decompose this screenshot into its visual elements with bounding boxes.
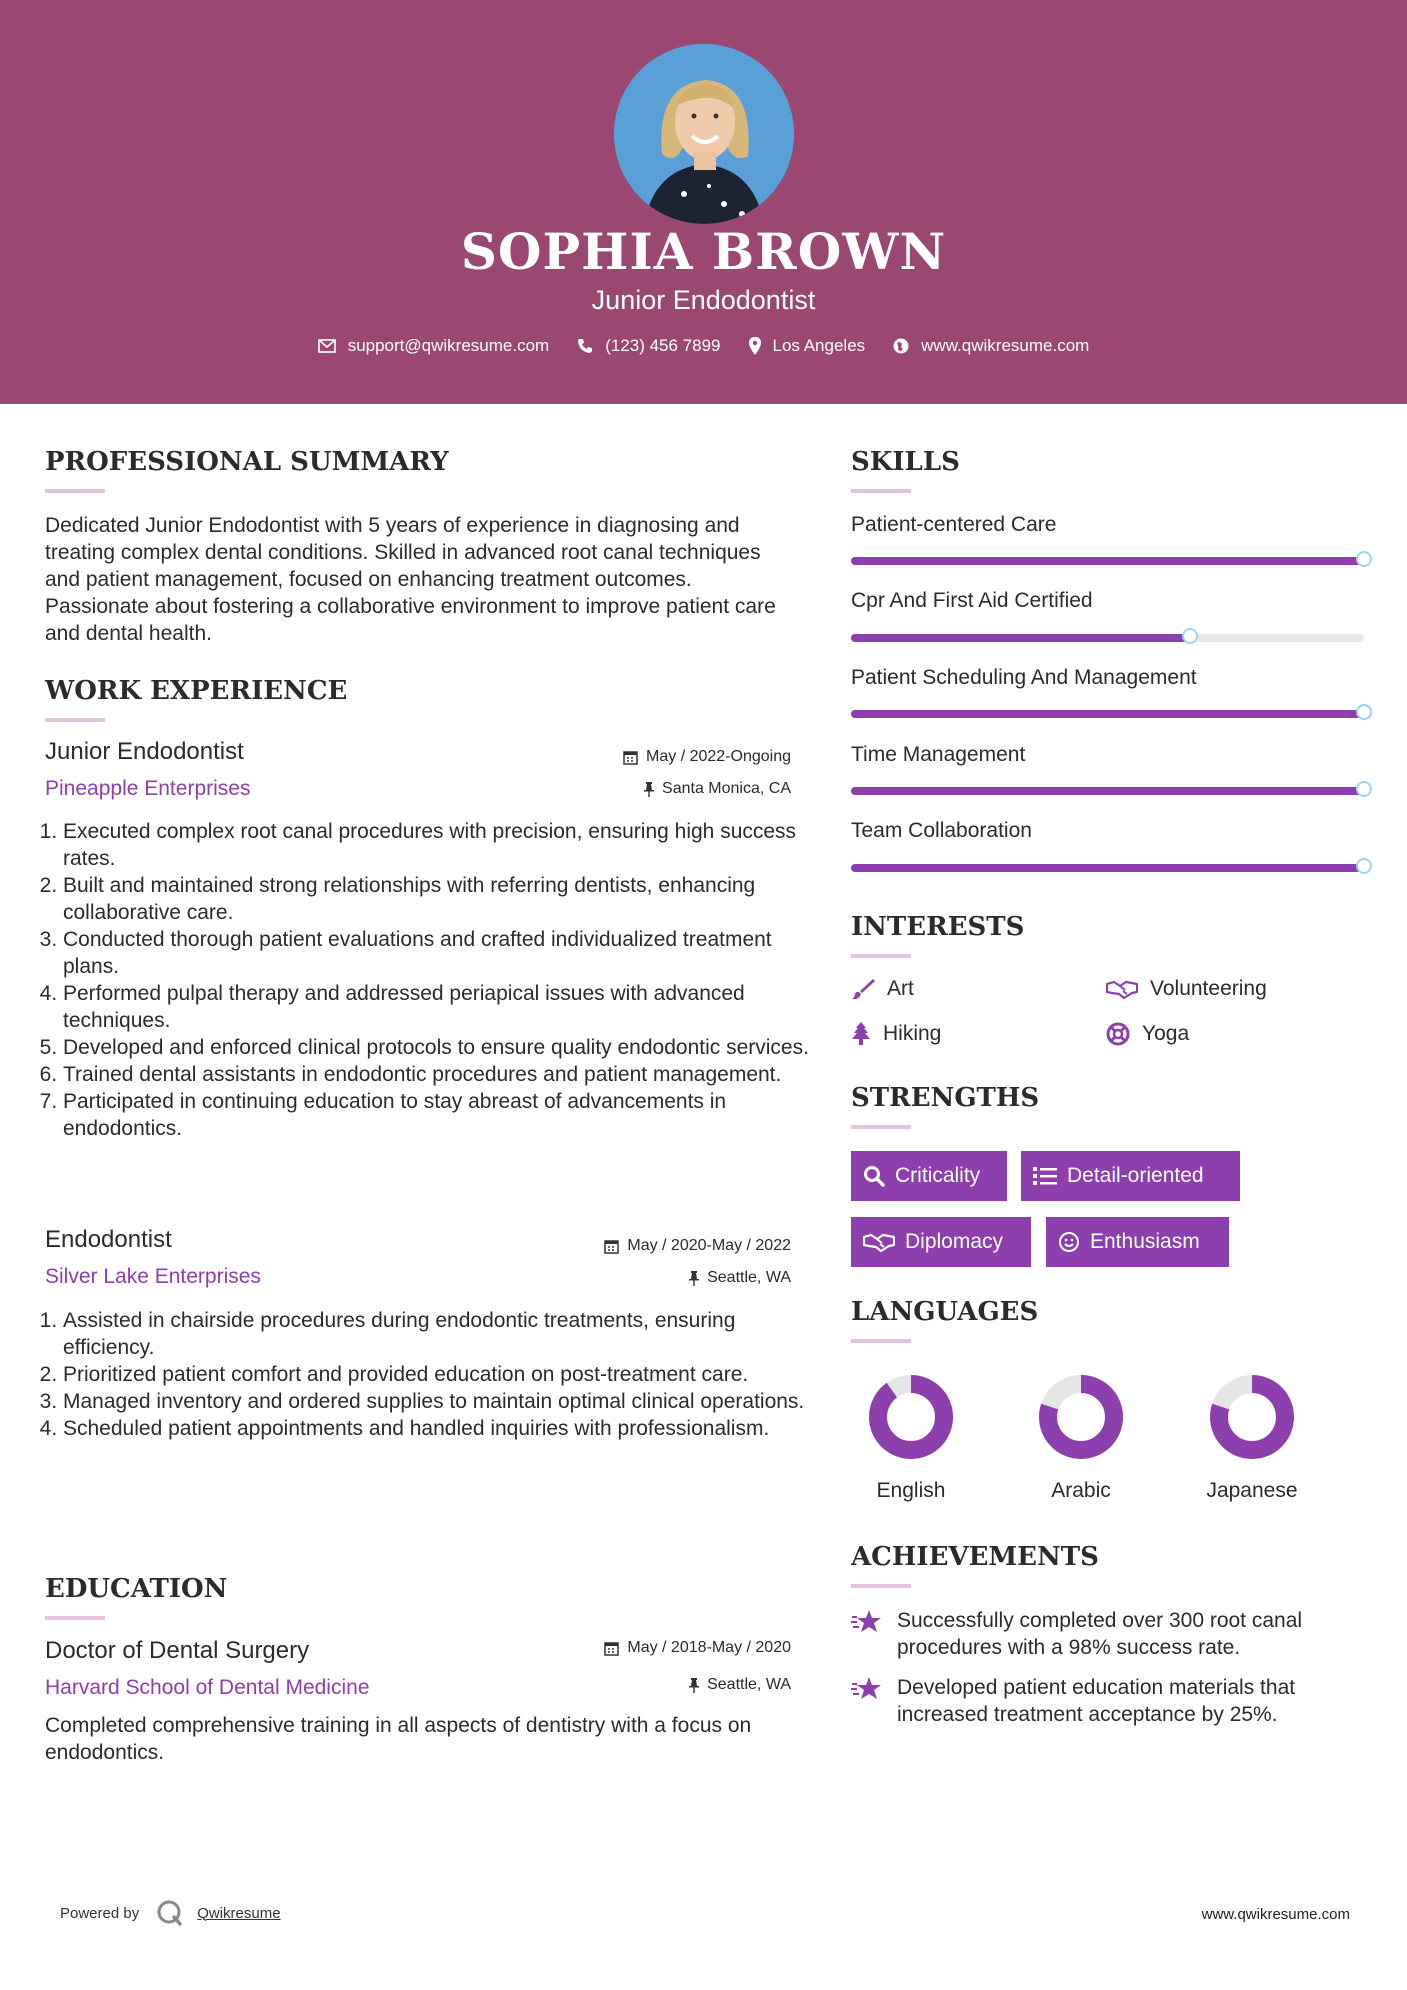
list-item: 2. Prioritized patient comfort and provided education on post-treatment care. (63, 1361, 823, 1388)
skill-bar (851, 787, 1364, 795)
skill-bar-fill (851, 634, 1190, 642)
skill-label: Cpr And First Aid Certified (851, 589, 1093, 612)
language-item (836, 1372, 986, 1503)
strength-label: Enthusiasm (1090, 1230, 1200, 1253)
interest-label: Volunteering (1150, 977, 1267, 1000)
powered-by-label: Powered by (60, 1904, 140, 1922)
degree-title: Doctor of Dental Surgery (45, 1637, 310, 1664)
education-heading: EDUCATION (45, 1574, 228, 1604)
company-name: Silver Lake Enterprises (45, 1265, 261, 1288)
list-item: 1. Executed complex root canal procedures with precision, ensuring high success rates. (63, 818, 823, 872)
calendar-icon (604, 1641, 619, 1656)
pushpin-icon (689, 1678, 699, 1693)
interest-item (1106, 1020, 1189, 1047)
envelope-icon (318, 339, 336, 353)
interest-label: Hiking (883, 1022, 942, 1045)
achievement-item (851, 1607, 1371, 1661)
section-underline (851, 1584, 911, 1588)
job-location (500, 778, 791, 800)
job-dates (500, 746, 791, 768)
interest-item (851, 1020, 941, 1047)
skill-bar-knob (1356, 858, 1372, 874)
list-item: 2. Built and maintained strong relationships with referring dentists, enhancing collaborative care. (63, 872, 823, 926)
interest-label: Art (887, 977, 914, 1000)
strength-tag (1021, 1151, 1240, 1201)
achievements-heading: ACHIEVEMENTS (851, 1542, 1099, 1572)
education-location-text: Seattle, WA (707, 1676, 791, 1693)
skill-label: Team Collaboration (851, 819, 1032, 842)
achievement-item (851, 1674, 1371, 1728)
contact-phone-text: (123) 456 7899 (605, 336, 721, 355)
interest-item (1106, 975, 1267, 1002)
calendar-icon (604, 1239, 619, 1254)
language-donut (1036, 1372, 1126, 1462)
skill-bar (851, 864, 1364, 872)
contact-website-text: www.qwikresume.com (921, 336, 1090, 355)
section-underline (45, 718, 105, 722)
languages-heading: LANGUAGES (851, 1297, 1039, 1327)
list-icon (1033, 1166, 1057, 1186)
calendar-icon (623, 750, 638, 765)
strength-tag (851, 1151, 1007, 1201)
education-location (500, 1674, 791, 1696)
pushpin-icon (644, 782, 654, 797)
job-location-text: Seattle, WA (707, 1269, 791, 1286)
skill-label: Time Management (851, 743, 1026, 766)
language-item (1006, 1372, 1156, 1503)
summary-text: Dedicated Junior Endodontist with 5 years of experience in diagnosing and treating complex dental conditions. Skilled in advanced root canal techniques and patient management, focused on enhancing treatment outcomes. Passionate about fostering a collaborative environment to improve patient care and dental health. (45, 514, 776, 645)
education-dates-text: May / 2018-May / 2020 (627, 1639, 791, 1656)
job-location (500, 1267, 791, 1289)
list-item: 3. Conducted thorough patient evaluations and crafted individualized treatment plans. (63, 926, 823, 980)
contact-website[interactable] (893, 336, 1089, 356)
summary-heading: PROFESSIONAL SUMMARY (45, 447, 449, 477)
skill-label: Patient Scheduling And Management (851, 666, 1197, 689)
handshake-icon (863, 1232, 895, 1252)
skill-bar-knob (1356, 551, 1372, 567)
strength-tag (1046, 1217, 1229, 1267)
section-underline (851, 954, 911, 958)
contact-location (749, 336, 866, 356)
lifering-icon (1106, 1022, 1130, 1046)
footer-branding (60, 1898, 281, 1928)
skill-bar (851, 634, 1364, 642)
list-item: 5. Developed and enforced clinical protocols to ensure quality endodontic services. (63, 1034, 823, 1061)
interests-heading: INTERESTS (851, 912, 1025, 942)
list-item: 1. Assisted in chairside procedures during endodontic treatments, ensuring efficiency. (63, 1307, 823, 1361)
handshake-icon (1106, 979, 1138, 999)
job-duties-list (39, 818, 823, 1142)
map-pin-icon (749, 337, 761, 355)
strength-label: Diplomacy (905, 1230, 1004, 1253)
skill-bar (851, 557, 1364, 565)
smile-icon (1058, 1231, 1080, 1253)
language-item (1177, 1372, 1327, 1503)
job-dates-text: May / 2020-May / 2022 (627, 1237, 791, 1254)
skill-bar-fill (851, 710, 1364, 718)
skill-bar (851, 710, 1364, 718)
skill-bar-knob (1356, 781, 1372, 797)
star-award-icon (851, 1676, 883, 1702)
profile-photo (614, 44, 794, 224)
section-underline (45, 1616, 105, 1620)
strength-label: Detail-oriented (1067, 1164, 1204, 1187)
interest-item (851, 975, 914, 1002)
skill-label: Patient-centered Care (851, 513, 1057, 536)
contact-email[interactable] (318, 336, 550, 356)
search-icon (863, 1165, 885, 1187)
list-item: 4. Scheduled patient appointments and handled inquiries with professionalism. (63, 1415, 823, 1442)
section-underline (45, 489, 105, 493)
education-dates (500, 1637, 791, 1659)
school-name: Harvard School of Dental Medicine (45, 1676, 370, 1699)
skill-bar-fill (851, 864, 1364, 872)
star-award-icon (851, 1609, 883, 1635)
education-text: Completed comprehensive training in all aspects of dentistry with a focus on endodontics. (45, 1714, 752, 1764)
contact-phone[interactable] (577, 336, 720, 356)
paintbrush-icon (851, 978, 875, 1000)
qwikresume-logo-icon (155, 1898, 185, 1928)
achievement-text: Successfully completed over 300 root canal procedures with a 98% success rate. (897, 1609, 1303, 1659)
footer-website[interactable]: www.qwikresume.com (1201, 1906, 1350, 1923)
skill-bar-fill (851, 557, 1364, 565)
list-item: 4. Performed pulpal therapy and addressed periapical issues with advanced techniques. (63, 980, 823, 1034)
skill-bar-fill (851, 787, 1364, 795)
strengths-heading: STRENGTHS (851, 1083, 1040, 1113)
list-item: 3. Managed inventory and ordered supplies to maintain optimal clinical operations. (63, 1388, 823, 1415)
language-donut (866, 1372, 956, 1462)
strength-tag (851, 1217, 1031, 1267)
list-item: 7. Participated in continuing education to stay abreast of advancements in endodontics. (63, 1088, 823, 1142)
candidate-role: Junior Endodontist (591, 285, 816, 315)
strength-label: Criticality (895, 1164, 981, 1187)
company-name: Pineapple Enterprises (45, 777, 251, 800)
job-title: Junior Endodontist (45, 738, 244, 765)
interest-label: Yoga (1142, 1022, 1190, 1045)
candidate-name: SOPHIA BROWN (460, 222, 947, 281)
section-underline (851, 1125, 911, 1129)
job-dates (500, 1235, 791, 1257)
contact-location-text: Los Angeles (772, 336, 866, 355)
job-location-text: Santa Monica, CA (662, 780, 791, 797)
list-item: 6. Trained dental assistants in endodontic procedures and patient management. (63, 1061, 823, 1088)
phone-icon (577, 338, 593, 354)
language-label: English (876, 1479, 946, 1502)
contact-email-text: support@qwikresume.com (347, 336, 550, 355)
experience-heading: WORK EXPERIENCE (45, 676, 348, 706)
skills-heading: SKILLS (851, 447, 960, 477)
achievement-text: Developed patient education materials that increased treatment acceptance by 25%. (897, 1676, 1296, 1726)
language-label: Japanese (1206, 1479, 1298, 1502)
section-underline (851, 489, 911, 493)
pushpin-icon (689, 1271, 699, 1286)
qwikresume-link[interactable]: Qwikresume (197, 1904, 281, 1922)
language-label: Arabic (1051, 1479, 1111, 1502)
globe-icon (893, 338, 909, 354)
job-duties-list (39, 1307, 823, 1442)
skill-bar-knob (1356, 704, 1372, 720)
language-donut (1207, 1372, 1297, 1462)
job-dates-text: May / 2022-Ongoing (646, 748, 791, 765)
skill-bar-knob (1182, 628, 1198, 644)
job-title: Endodontist (45, 1226, 172, 1253)
contact-bar (0, 336, 1407, 356)
tree-icon (851, 1022, 871, 1046)
resume-header (0, 0, 1407, 404)
section-underline (851, 1339, 911, 1343)
